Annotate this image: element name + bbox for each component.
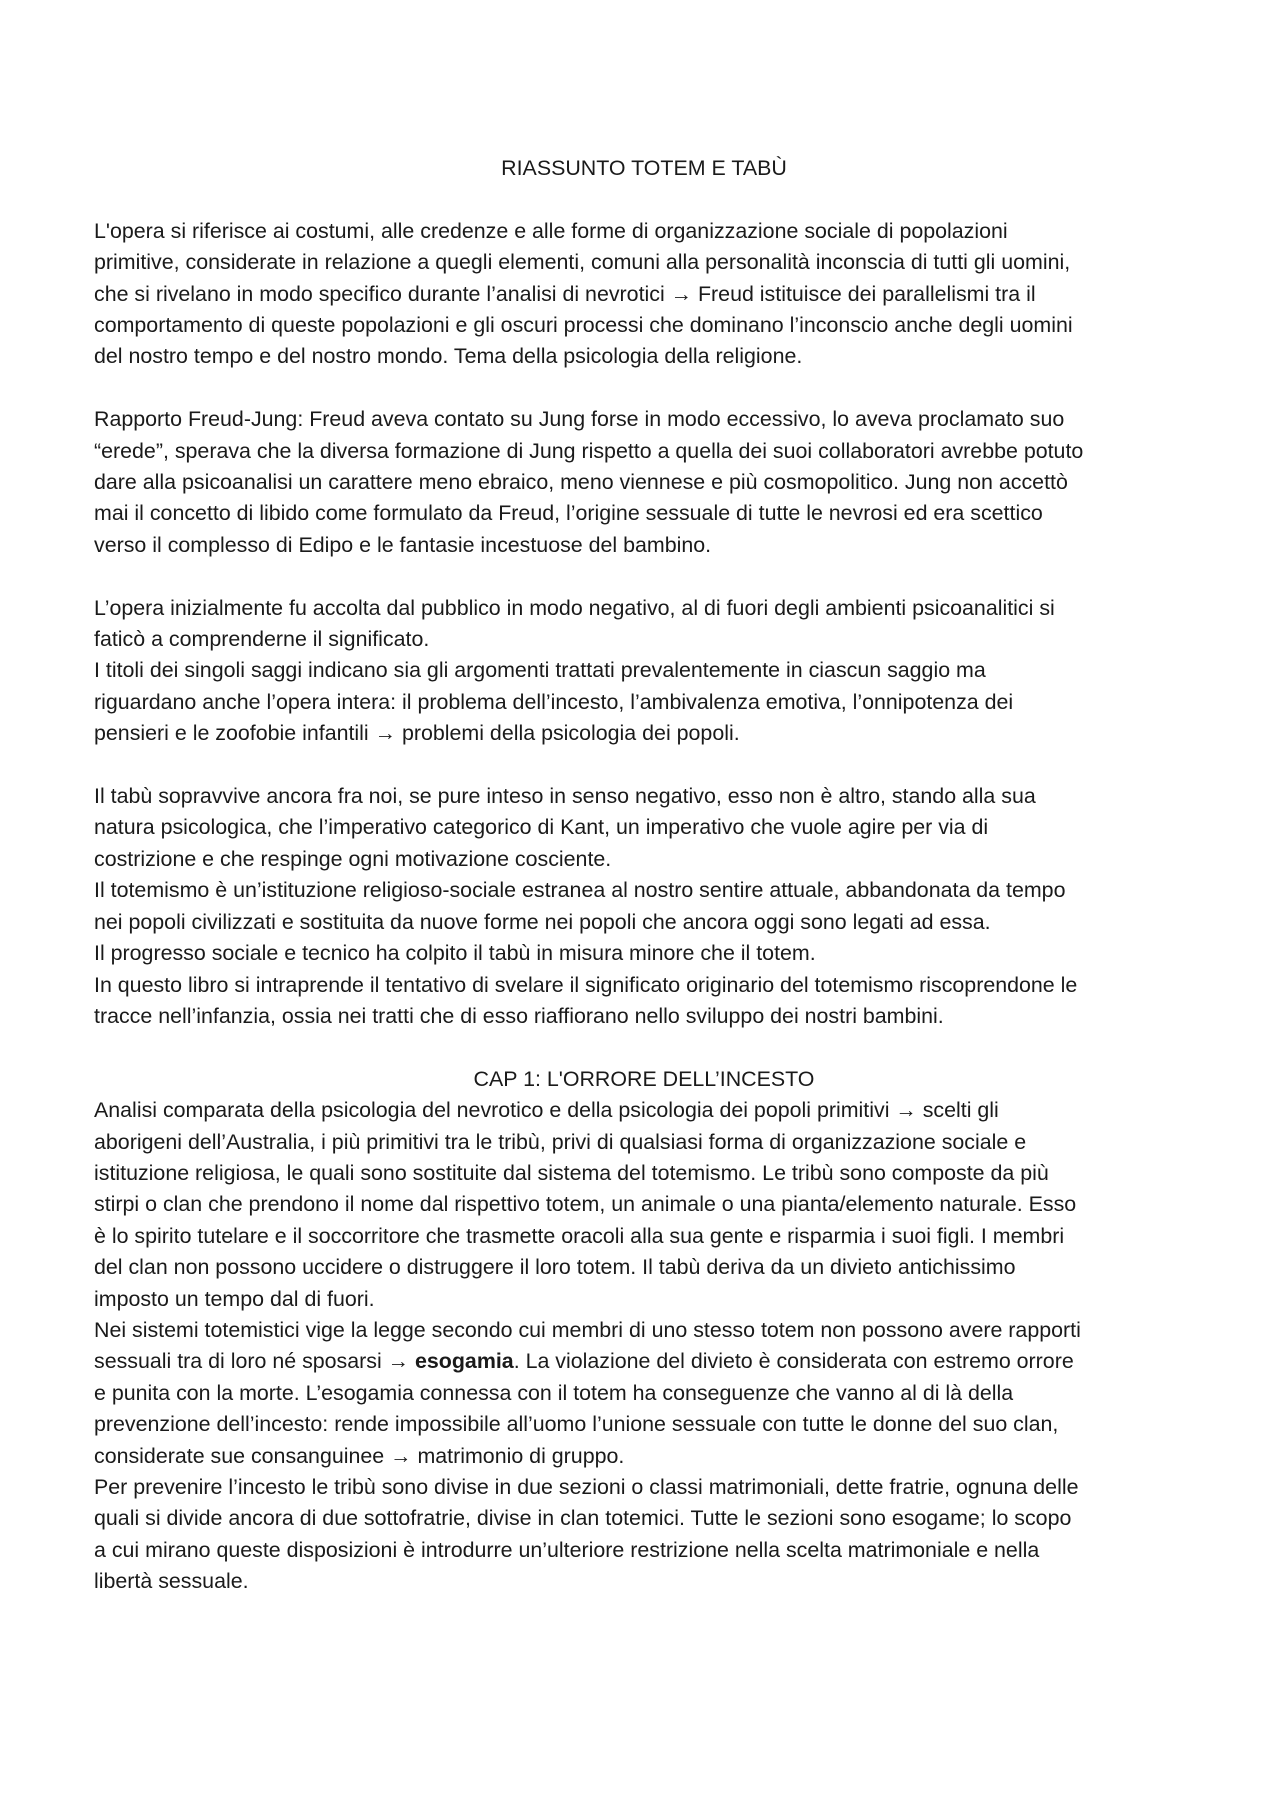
intro-paragraph-8: In questo libro si intraprende il tentativo di svelare il significato originario del totemismo riscoprendone le tracce nell’infanzia, ossia nei tratti che di esso riaffiorano nello sviluppo dei nostri bambini. [94,972,1078,1028]
chapter-1-paragraph-2 [94,1315,1194,1472]
chapter-1-paragraph-1: Analisi comparata della psicologia del nevrotico e della psicologia dei popoli primitivi → scelti gli aborigeni dell’Australia, i più primitivi tra le tribù, privi di qualsiasi forma di organizzazione sociale e istituzione religiosa, le quali sono sostituite dal sistema del totemismo. Le tribù sono composte da più stirpi o clan che prendono il nome dal rispettivo totem, un animale o una pianta/elemento naturale. Esso è lo spirito tutelare e il soccorritore che trasmette oracoli alla sua gente e risparmia i suoi figli. I membri del clan non possono uccidere o distruggere il loro totem. Il tabù deriva da un divieto antichissimo imposto un tempo dal di fuori. [94,1098,1077,1311]
chapter-1-paragraph-2-end: . La violazione del divieto è considerata con estremo orrore e punita con la morte. L’esogamia connessa con il totem ha conseguenze che vanno al di là della prevenzione dell’incesto: rende impossibile all’uomo l’unione sessuale con tutte le donne del suo clan, considerate sue consanguinee → matrimonio di gruppo. [94,1349,1074,1468]
intro-paragraph-6: Il totemismo è un’istituzione religioso-sociale estranea al nostro sentire attuale, abbandonata da tempo nei popoli civilizzati e sostituita da nuove forme nei popoli che ancora oggi sono legati ad essa. [94,878,1066,934]
chapter-1-heading: CAP 1: L'ORRORE DELL’INCESTO [473,1066,815,1091]
intro-paragraph-1: L'opera si riferisce ai costumi, alle credenze e alle forme di organizzazione sociale di popolazioni primitive, considerate in relazione a quegli elementi, comuni alla personalità inconscia di tutti gli uomini, che si rivelano in modo specifico durante l’analisi di nevrotici → Freud istituisce dei parallelismi tra il comportamento di queste popolazioni e gli oscuri processi che dominano l’inconscio anche degli uomini del nostro tempo e del nostro mondo. Tema della psicologia della religione. [94,218,1073,369]
document-title: RIASSUNTO TOTEM E TABÙ [501,156,787,180]
intro-paragraph-4: I titoli dei singoli saggi indicano sia gli argomenti trattati prevalentemente in ciascun saggio ma riguardano anche l’opera intera: il problema dell’incesto, l’ambivalenza emotiva, l’onnipotenza dei pensieri e le zoofobie infantili → problemi della psicologia dei popoli. [94,658,1014,746]
intro-paragraph-7: Il progresso sociale e tecnico ha colpito il tabù in misura minore che il totem. [94,941,816,966]
chapter-1-paragraph-2-start: Nei sistemi totemistici vige la legge secondo cui membri di uno stesso totem non possono avere rapporti sessuali tra di loro né sposarsi → [94,1317,1081,1374]
intro-paragraph-5: Il tabù sopravvive ancora fra noi, se pure inteso in senso negativo, esso non è altro, stando alla sua natura psicologica, che l’imperativo categorico di Kant, un imperativo che vuole agire per via di costrizione e che respinge ogni motivazione cosciente. [94,784,1036,871]
document-page [94,153,1194,1598]
intro-paragraph-2: Rapporto Freud-Jung: Freud aveva contato su Jung forse in modo eccessivo, lo aveva proclamato suo “erede”, sperava che la diversa formazione di Jung rispetto a quella dei suoi collaboratori avrebbe potuto dare alla psicoanalisi un carattere meno ebraico, meno viennese e più cosmopolitico. Jung non accettò mai il concetto di libido come formulato da Freud, l’origine sessuale di tutte le nevrosi ed era scettico verso il complesso di Edipo e le fantasie incestuose del bambino. [94,407,1084,557]
keyword-esogamia: esogamia [415,1349,514,1374]
intro-paragraph-3: L’opera inizialmente fu accolta dal pubblico in modo negativo, al di fuori degli ambienti psicoanalitici si faticò a comprenderne il significato. [94,595,1055,652]
chapter-1-paragraph-3: Per prevenire l’incesto le tribù sono divise in due sezioni o classi matrimoniali, dette fratrie, ognuna delle quali si divide ancora di due sottofratrie, divise in clan totemici. Tutte le sezioni sono esogame; lo scopo a cui mirano queste disposizioni è introdurre un’ulteriore restrizione nella scelta matrimoniale e nella libertà sessuale. [94,1474,1079,1594]
